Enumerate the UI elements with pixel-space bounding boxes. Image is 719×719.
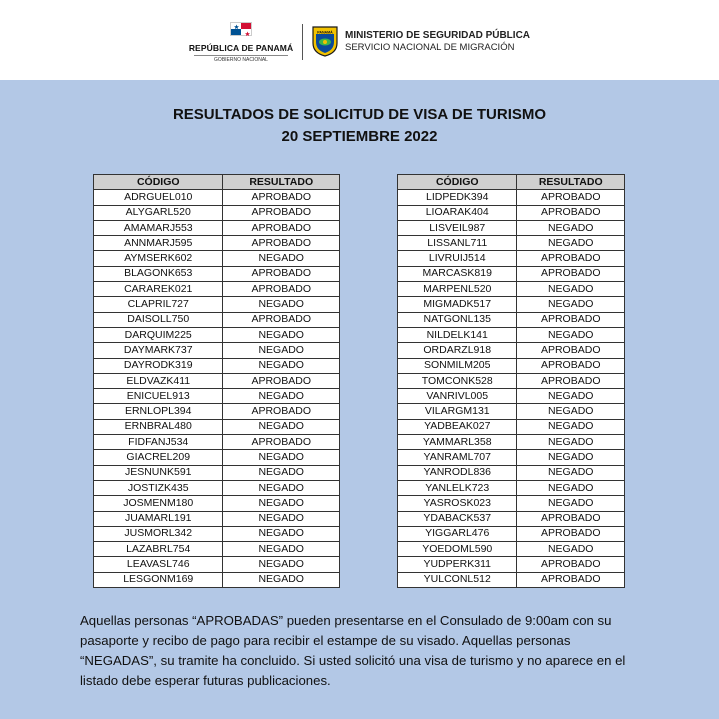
table-row [398, 343, 625, 358]
result-cell: APROBADO [517, 557, 625, 572]
table-row [94, 435, 340, 450]
code-cell: LEAVASL746 [94, 557, 223, 572]
table-row [94, 358, 340, 373]
emblem-label: PANAMÁ [317, 30, 333, 35]
code-cell: LISSANL711 [398, 236, 517, 251]
code-cell: YANRAML707 [398, 450, 517, 465]
code-cell: YOEDOML590 [398, 542, 517, 557]
result-cell: NEGADO [223, 450, 340, 465]
table-row [398, 526, 625, 541]
result-cell: APROBADO [517, 343, 625, 358]
result-cell: NEGADO [223, 327, 340, 342]
result-cell: APROBADO [517, 312, 625, 327]
table-row [398, 312, 625, 327]
code-cell: MIGMADK517 [398, 297, 517, 312]
result-cell: APROBADO [517, 526, 625, 541]
title-line-1: RESULTADOS DE SOLICITUD DE VISA DE TURISMO [172, 106, 547, 123]
result-cell: NEGADO [223, 542, 340, 557]
table-row [398, 435, 625, 450]
table-row [94, 526, 340, 541]
result-cell: NEGADO [223, 465, 340, 480]
result-cell: NEGADO [517, 480, 625, 495]
table-row [398, 496, 625, 511]
code-column-header: CÓDIGO [398, 175, 517, 190]
result-cell: NEGADO [517, 327, 625, 342]
table-row [94, 450, 340, 465]
result-cell: APROBADO [517, 266, 625, 281]
code-cell: GIACREL209 [94, 450, 223, 465]
code-cell: YAMMARL358 [398, 435, 517, 450]
ministry-name: MINISTERIO DE SEGURIDAD PÚBLICA [345, 30, 531, 41]
code-cell: LIOARAK404 [398, 205, 517, 220]
result-cell: APROBADO [517, 572, 625, 587]
page-title [0, 104, 719, 148]
table-row [94, 220, 340, 235]
code-cell: BLAGONK653 [94, 266, 223, 281]
code-cell: CLAPRIL727 [94, 297, 223, 312]
result-cell: NEGADO [223, 496, 340, 511]
table-row [94, 297, 340, 312]
result-cell: APROBADO [517, 373, 625, 388]
republic-subtitle: GOBIERNO NACIONAL [214, 57, 268, 63]
code-cell: JUSMORL342 [94, 526, 223, 541]
table-row [398, 236, 625, 251]
code-cell: LAZABRL754 [94, 542, 223, 557]
ministry-subtitle: SERVICIO NACIONAL DE MIGRACIÓN [345, 42, 515, 53]
code-cell: ALYGARL520 [94, 205, 223, 220]
code-cell: LIVRUIJ514 [398, 251, 517, 266]
result-cell: NEGADO [517, 465, 625, 480]
result-cell: NEGADO [517, 435, 625, 450]
republic-name: REPÚBLICA DE PANAMÁ [188, 43, 294, 53]
code-cell: YADBEAK027 [398, 419, 517, 434]
code-cell: SONMILM205 [398, 358, 517, 373]
result-cell: APROBADO [223, 220, 340, 235]
result-cell: NEGADO [517, 282, 625, 297]
table-row [398, 266, 625, 281]
header-bar [0, 0, 719, 80]
table-row [94, 236, 340, 251]
footer-line: Aquellas personas “APROBADAS” pueden presentarse en el Consulado de 9:00am con su [80, 613, 612, 628]
code-column-header: CÓDIGO [94, 175, 223, 190]
result-cell: APROBADO [517, 251, 625, 266]
table-row [94, 511, 340, 526]
table-row [94, 465, 340, 480]
code-cell: NATGONL135 [398, 312, 517, 327]
table-row [94, 205, 340, 220]
result-cell: APROBADO [223, 190, 340, 205]
result-cell: NEGADO [223, 343, 340, 358]
result-cell: APROBADO [223, 373, 340, 388]
table-row [94, 282, 340, 297]
table-row [94, 343, 340, 358]
result-cell: APROBADO [223, 205, 340, 220]
table-row [398, 373, 625, 388]
table-header-row [94, 175, 340, 190]
results-table-left [93, 174, 340, 588]
table-row [398, 404, 625, 419]
result-cell: APROBADO [223, 435, 340, 450]
table-row [398, 327, 625, 342]
code-cell: ORDARZL918 [398, 343, 517, 358]
table-row [94, 251, 340, 266]
result-cell: NEGADO [223, 557, 340, 572]
code-cell: ERNLOPL394 [94, 404, 223, 419]
table-row [398, 389, 625, 404]
code-cell: JOSTIZK435 [94, 480, 223, 495]
table-row [94, 190, 340, 205]
code-cell: ANNMARJ595 [94, 236, 223, 251]
result-cell: NEGADO [223, 297, 340, 312]
code-cell: VANRIVL005 [398, 389, 517, 404]
code-cell: YDABACK537 [398, 511, 517, 526]
code-cell: VILARGM131 [398, 404, 517, 419]
table-row [398, 572, 625, 587]
table-row [94, 572, 340, 587]
table-row [398, 358, 625, 373]
header-divider [302, 24, 303, 60]
table-row [94, 480, 340, 495]
result-cell: NEGADO [517, 450, 625, 465]
code-cell: DARQUIM225 [94, 327, 223, 342]
result-cell: APROBADO [223, 266, 340, 281]
code-cell: LISVEIL987 [398, 220, 517, 235]
result-cell: APROBADO [517, 358, 625, 373]
code-cell: JOSMENM180 [94, 496, 223, 511]
code-cell: ENICUEL913 [94, 389, 223, 404]
result-cell: NEGADO [223, 526, 340, 541]
table-row [398, 190, 625, 205]
table-row [94, 557, 340, 572]
result-cell: APROBADO [223, 404, 340, 419]
table-row [398, 465, 625, 480]
result-cell: APROBADO [223, 236, 340, 251]
result-cell: NEGADO [517, 297, 625, 312]
table-row [398, 450, 625, 465]
table-row [398, 419, 625, 434]
table-row [398, 542, 625, 557]
code-cell: MARCASK819 [398, 266, 517, 281]
result-column-header: RESULTADO [517, 175, 625, 190]
result-cell: NEGADO [517, 220, 625, 235]
republic-divider [194, 55, 288, 56]
code-cell: MARPENL520 [398, 282, 517, 297]
panama-flag-icon [230, 22, 252, 36]
code-cell: AYMSERK602 [94, 251, 223, 266]
code-cell: TOMCONK528 [398, 373, 517, 388]
result-cell: NEGADO [517, 236, 625, 251]
code-cell: ADRGUEL010 [94, 190, 223, 205]
footer-line: pasaporte y recibo de pago para recibir el estampe de su visado. Aquellas personas [80, 633, 571, 648]
code-cell: DAYRODK319 [94, 358, 223, 373]
footer-notice [80, 611, 645, 691]
result-cell: NEGADO [517, 542, 625, 557]
result-cell: NEGADO [223, 480, 340, 495]
result-cell: NEGADO [517, 419, 625, 434]
result-cell: APROBADO [517, 190, 625, 205]
footer-line: listado debe esperar futuras publicaciones. [80, 673, 331, 688]
table-row [94, 312, 340, 327]
code-cell: YANRODL836 [398, 465, 517, 480]
table-row [398, 251, 625, 266]
code-cell: YANLELK723 [398, 480, 517, 495]
title-line-2: 20 SEPTIEMBRE 2022 [281, 128, 438, 145]
result-cell: NEGADO [517, 389, 625, 404]
table-row [94, 327, 340, 342]
table-row [398, 297, 625, 312]
table-row [94, 542, 340, 557]
code-cell: YUDPERK311 [398, 557, 517, 572]
table-row [398, 220, 625, 235]
result-cell: NEGADO [223, 511, 340, 526]
code-cell: NILDELK141 [398, 327, 517, 342]
code-cell: YASROSK023 [398, 496, 517, 511]
code-cell: DAYMARK737 [94, 343, 223, 358]
table-header-row [398, 175, 625, 190]
code-cell: AMAMARJ553 [94, 220, 223, 235]
code-cell: LESGONM169 [94, 572, 223, 587]
result-cell: NEGADO [223, 419, 340, 434]
table-row [94, 404, 340, 419]
table-row [94, 266, 340, 281]
ministry-block [345, 30, 530, 53]
code-cell: FIDFANJ534 [94, 435, 223, 450]
result-cell: APROBADO [517, 511, 625, 526]
migration-emblem-icon [311, 25, 339, 57]
table-row [94, 419, 340, 434]
result-cell: APROBADO [223, 282, 340, 297]
result-cell: NEGADO [223, 389, 340, 404]
result-column-header: RESULTADO [223, 175, 340, 190]
table-row [398, 480, 625, 495]
footer-line: “NEGADAS”, su tramite ha concluido. Si usted solicitó una visa de turismo y no aparece en el [80, 653, 626, 668]
code-cell: YIGGARL476 [398, 526, 517, 541]
result-cell: APROBADO [517, 205, 625, 220]
code-cell: YULCONL512 [398, 572, 517, 587]
result-cell: NEGADO [223, 358, 340, 373]
table-row [94, 496, 340, 511]
code-cell: LIDPEDK394 [398, 190, 517, 205]
result-cell: NEGADO [517, 404, 625, 419]
result-cell: APROBADO [223, 312, 340, 327]
table-row [398, 205, 625, 220]
table-row [94, 373, 340, 388]
code-cell: JUAMARL191 [94, 511, 223, 526]
result-cell: NEGADO [223, 251, 340, 266]
code-cell: JESNUNK591 [94, 465, 223, 480]
result-cell: NEGADO [223, 572, 340, 587]
result-cell: NEGADO [517, 496, 625, 511]
table-row [398, 282, 625, 297]
results-table-right [397, 174, 625, 588]
code-cell: ELDVAZK411 [94, 373, 223, 388]
table-row [398, 511, 625, 526]
code-cell: CARAREK021 [94, 282, 223, 297]
table-row [94, 389, 340, 404]
code-cell: DAISOLL750 [94, 312, 223, 327]
code-cell: ERNBRAL480 [94, 419, 223, 434]
table-row [398, 557, 625, 572]
